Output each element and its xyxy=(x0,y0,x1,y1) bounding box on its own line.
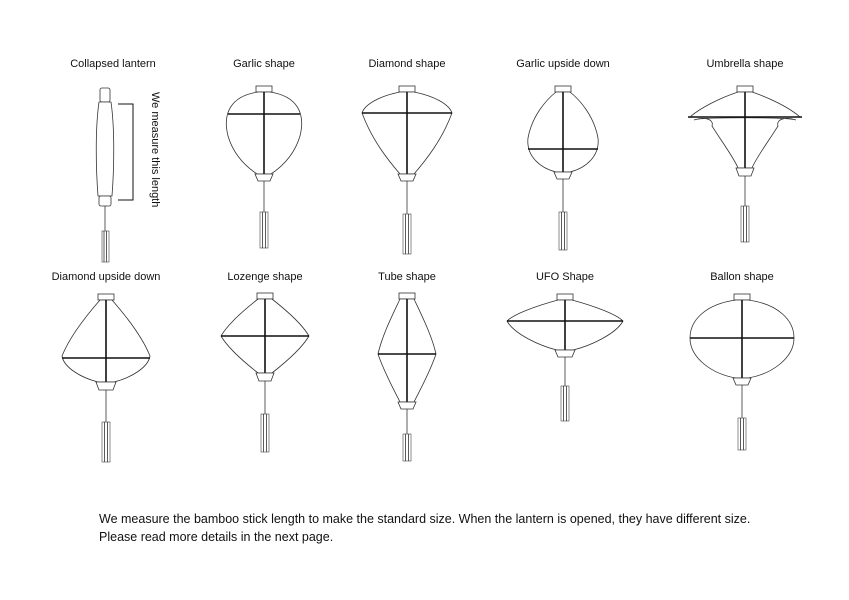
garlic-upside-down-drawing xyxy=(528,86,598,250)
label-tube-shape: Tube shape xyxy=(378,271,436,283)
caption-line-1: We measure the bamboo stick length to make the standard size. When the lantern is opened, they have different size. xyxy=(99,512,751,526)
label-diamond-upside-down: Diamond upside down xyxy=(51,271,161,283)
label-garlic-shape: Garlic shape xyxy=(233,58,295,70)
label-ufo-shape: UFO Shape xyxy=(535,271,595,283)
ufo-shape-drawing xyxy=(507,294,623,421)
label-lozenge-shape: Lozenge shape xyxy=(227,271,303,283)
label-collapsed-lantern: Collapsed lantern xyxy=(70,58,156,70)
umbrella-shape-drawing xyxy=(688,86,802,242)
label-ballon-shape: Ballon shape xyxy=(710,271,774,283)
measure-note: We measure this length xyxy=(149,92,161,208)
measure-bracket xyxy=(118,104,133,200)
diamond-upside-down-drawing xyxy=(62,294,150,462)
collapsed-lantern-drawing xyxy=(96,88,114,262)
tube-shape-drawing xyxy=(378,293,436,461)
caption xyxy=(99,510,819,546)
garlic-shape-drawing xyxy=(226,86,301,248)
caption-line-2: Please read more details in the next page. xyxy=(99,530,334,544)
label-umbrella-shape: Umbrella shape xyxy=(706,58,784,70)
diamond-shape-drawing xyxy=(362,86,452,254)
lozenge-shape-drawing xyxy=(221,293,309,452)
label-garlic-upside-down: Garlic upside down xyxy=(516,58,610,70)
ballon-shape-drawing xyxy=(690,294,794,450)
label-diamond-shape: Diamond shape xyxy=(368,58,446,70)
